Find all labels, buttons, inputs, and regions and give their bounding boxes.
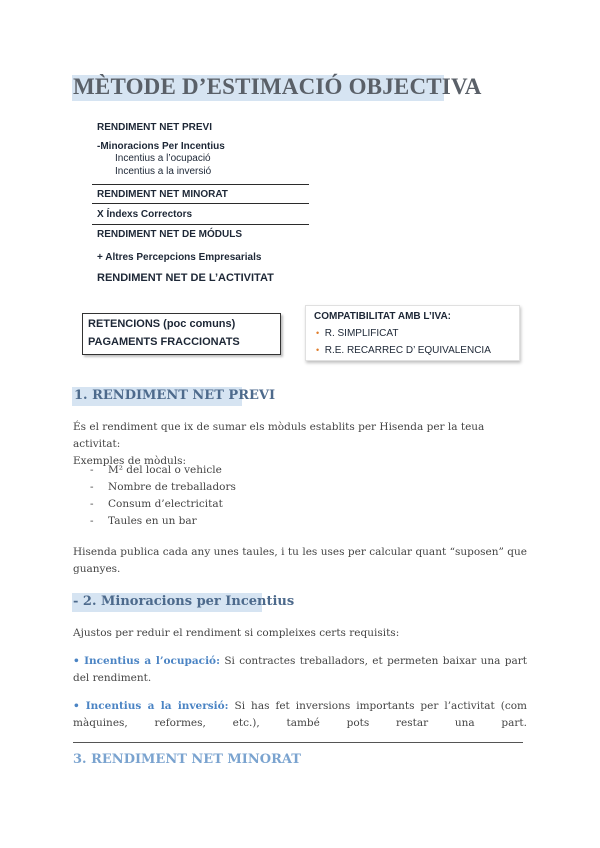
- section2-heading: - 2. Minoracions per Incentius: [73, 594, 295, 609]
- list-item: - M² del local o vehicle: [90, 464, 222, 476]
- retencions-box: [82, 313, 281, 355]
- list-item: - Consum d’electricitat: [90, 498, 223, 510]
- schema-divider-3: [92, 224, 309, 225]
- pagaments-label: PAGAMENTS FRACCIONATS: [88, 336, 240, 348]
- incentiu-ocupacio-item: [73, 653, 527, 687]
- schema-divider-2: [92, 203, 309, 204]
- section1-closing: Hisenda publica cada any unes taules, i tu les uses per calcular quant “suposen” que guanyes.: [73, 546, 527, 575]
- schema-rendiment-net-activitat: RENDIMENT NET DE L’ACTIVITAT: [97, 272, 274, 284]
- modul-examples-list: [90, 464, 236, 532]
- schema-minoracions: -Minoracions Per Incentius: [97, 141, 225, 152]
- schema-incentiu-ocupacio: Incentius a l’ocupació: [115, 153, 211, 164]
- bullet-icon: •: [316, 328, 320, 338]
- schema-altres-percepcions: + Altres Percepcions Empresarials: [97, 252, 262, 263]
- schema-rendiment-net-previ: RENDIMENT NET PREVI: [97, 122, 213, 133]
- schema-index-correctors: X Índexs Correctors: [97, 209, 193, 220]
- schema-incentiu-inversio: Incentius a la inversió: [115, 166, 212, 177]
- list-item: - Nombre de treballadors: [90, 481, 236, 493]
- incentiu-ocupacio-label: Incentius a l’ocupació:: [84, 655, 220, 667]
- compatibilitat-item: • R. SIMPLIFICAT: [316, 328, 399, 339]
- compatibilitat-iva-box: [305, 305, 520, 361]
- page-title: MÈTODE D’ESTIMACIÓ OBJECTIVA: [73, 74, 482, 99]
- compatibilitat-title: COMPATIBILITAT AMB L’IVA:: [314, 311, 452, 322]
- section1-intro: És el rendiment que ix de sumar els mòduls establits per Hisenda per la teua activitat: Exemples de mòduls:: [73, 421, 485, 467]
- bullet-icon: •: [73, 700, 80, 712]
- horizontal-rule: [73, 742, 523, 743]
- schema-rendiment-net-moduls: RENDIMENT NET DE MÓDULS: [97, 229, 242, 240]
- incentiu-ocupacio-text: Si contractes treballadors, et permeten baixar una part del rendiment.: [73, 655, 527, 684]
- incentiu-inversio-text: Si has fet inversions importants per l’activitat (com màquines, reformes, etc.), també pots restar una part.: [73, 700, 527, 729]
- compatibilitat-item: • R.E. RECARREC D’ EQUIVALENCIA: [316, 345, 491, 356]
- bullet-icon: •: [73, 655, 80, 667]
- incentiu-inversio-label: Incentius a la inversió:: [85, 700, 229, 712]
- section1-heading: 1. RENDIMENT NET PREVI: [74, 388, 276, 403]
- retencions-label: RETENCIONS (poc comuns): [88, 318, 236, 330]
- schema-divider-1: [92, 184, 309, 185]
- section2-intro: Ajustos per reduir el rendiment si compleixes certs requisits:: [73, 627, 400, 639]
- schema-rendiment-net-minorat: RENDIMENT NET MINORAT: [97, 189, 228, 200]
- bullet-icon: •: [316, 345, 320, 355]
- list-item: - Taules en un bar: [90, 515, 197, 527]
- incentiu-inversio-item: [73, 698, 527, 732]
- section3-heading: 3. RENDIMENT NET MINORAT: [73, 752, 301, 767]
